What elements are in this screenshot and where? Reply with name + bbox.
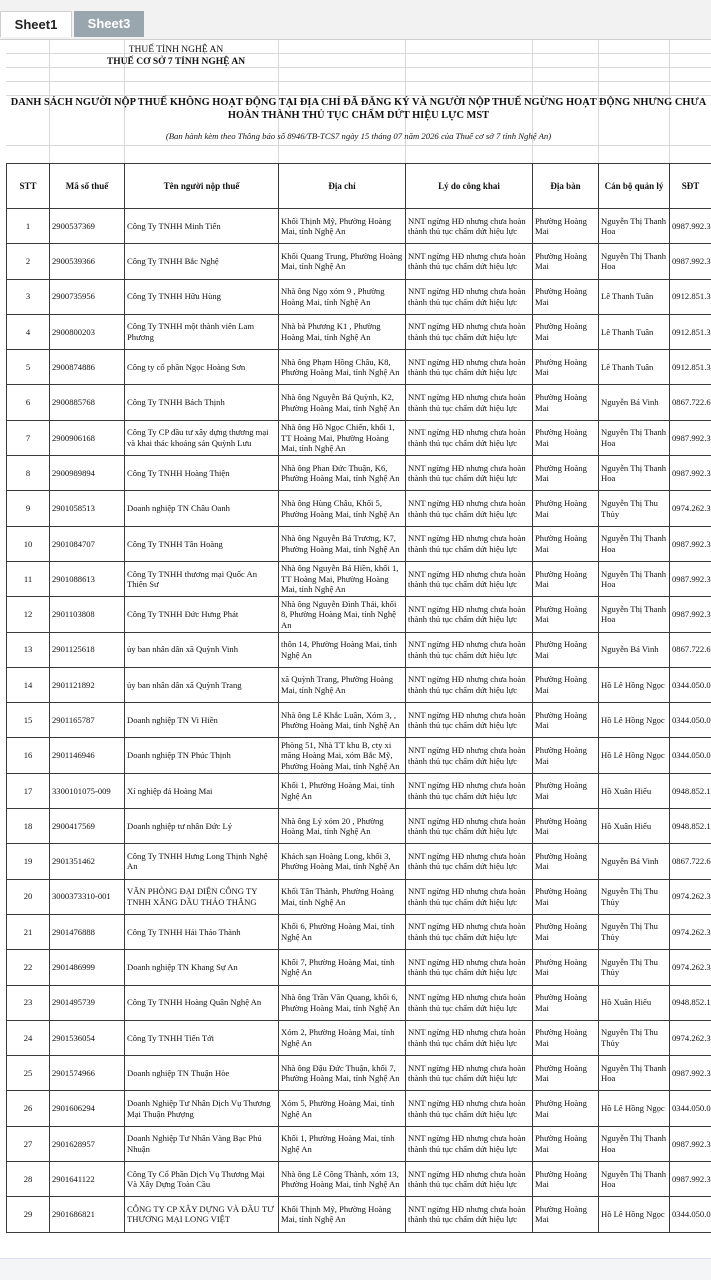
cell-address[interactable]: xã Quỳnh Trang, Phường Hoàng Mai, tỉnh Nghệ An xyxy=(279,667,406,702)
cell-taxpayer-name[interactable]: ủy ban nhân dân xã Quỳnh Trang xyxy=(125,667,279,702)
cell-officer[interactable]: Nguyễn Bá Vinh xyxy=(599,385,670,420)
table-row xyxy=(7,456,711,491)
cell-stt[interactable]: 18 xyxy=(7,809,50,844)
cell-officer[interactable]: Hồ Lê Hồng Ngọc xyxy=(599,667,670,702)
cell-address[interactable]: Khối 7, Phường Hoàng Mai, tỉnh Nghệ An xyxy=(279,950,406,985)
column-header-reason: Lý do công khai xyxy=(406,164,533,209)
cell-reason[interactable]: NNT ngừng HĐ nhưng chưa hoàn thành thủ tục chấm dứt hiệu lực xyxy=(406,1056,533,1091)
cell-taxpayer-name[interactable]: Công Ty TNHH Bắc Nghệ xyxy=(125,244,279,279)
cell-taxpayer-name[interactable]: Công Ty TNHH Tân Hoàng xyxy=(125,526,279,561)
cell-tax-code[interactable]: 2901606294 xyxy=(50,1091,125,1126)
cell-taxpayer-name[interactable]: Công Ty TNHH Hoàng Quân Nghệ An xyxy=(125,985,279,1020)
agency-name: THUẾ TỈNH NGHỆ AN xyxy=(128,45,224,55)
cell-area[interactable]: Phường Hoàng Mai xyxy=(533,314,599,349)
cell-reason[interactable]: NNT ngừng HĐ nhưng chưa hoàn thành thủ tục chấm dứt hiệu lực xyxy=(406,279,533,314)
cell-taxpayer-name[interactable]: Công ty cổ phần Ngọc Hoàng Sơn xyxy=(125,350,279,385)
cell-stt[interactable]: 14 xyxy=(7,667,50,702)
cell-stt[interactable]: 23 xyxy=(7,985,50,1020)
table-row xyxy=(7,738,711,773)
cell-area[interactable]: Phường Hoàng Mai xyxy=(533,597,599,632)
table-row xyxy=(7,879,711,914)
cell-tax-code[interactable]: 2900417569 xyxy=(50,809,125,844)
table-row xyxy=(7,632,711,667)
cell-phone[interactable]: 0974.262.3 xyxy=(670,491,711,526)
cell-tax-code[interactable]: 2900735956 xyxy=(50,279,125,314)
cell-phone[interactable]: 0974.262.3 xyxy=(670,1020,711,1055)
cell-phone[interactable]: 0987.992.3 xyxy=(670,1162,711,1197)
cell-reason[interactable]: NNT ngừng HĐ nhưng chưa hoàn thành thủ tục chấm dứt hiệu lực xyxy=(406,773,533,808)
cell-reason[interactable]: NNT ngừng HĐ nhưng chưa hoàn thành thủ tục chấm dứt hiệu lực xyxy=(406,1126,533,1161)
cell-officer[interactable]: Nguyễn Bá Vinh xyxy=(599,844,670,879)
cell-address[interactable]: Khối Thịnh Mỹ, Phường Hoàng Mai, tỉnh Nghệ An xyxy=(279,1197,406,1232)
table-row xyxy=(7,1126,711,1161)
cell-tax-code[interactable]: 2901125618 xyxy=(50,632,125,667)
cell-area[interactable]: Phường Hoàng Mai xyxy=(533,703,599,738)
cell-area[interactable]: Phường Hoàng Mai xyxy=(533,350,599,385)
cell-phone[interactable]: 0912.851.3 xyxy=(670,350,711,385)
cell-area[interactable]: Phường Hoàng Mai xyxy=(533,456,599,491)
cell-stt[interactable]: 29 xyxy=(7,1197,50,1232)
cell-officer[interactable]: Hồ Xuân Hiếu xyxy=(599,985,670,1020)
cell-reason[interactable]: NNT ngừng HĐ nhưng chưa hoàn thành thủ tục chấm dứt hiệu lực xyxy=(406,1162,533,1197)
cell-taxpayer-name[interactable]: Xí nghiệp đá Hoàng Mai xyxy=(125,773,279,808)
cell-stt[interactable]: 27 xyxy=(7,1126,50,1161)
cell-officer[interactable]: Nguyễn Thị Thanh Hoa xyxy=(599,1126,670,1161)
cell-officer[interactable]: Nguyễn Thị Thanh Hoa xyxy=(599,420,670,455)
cell-officer[interactable]: Hồ Lê Hồng Ngọc xyxy=(599,703,670,738)
column-header-taxpayer-name: Tên người nộp thuế xyxy=(125,164,279,209)
cell-area[interactable]: Phường Hoàng Mai xyxy=(533,632,599,667)
cell-taxpayer-name[interactable]: VĂN PHÒNG ĐẠI DIỆN CÔNG TY TNHH XĂNG DẦU THẢO THẮNG xyxy=(125,879,279,914)
table-row xyxy=(7,844,711,879)
cell-stt[interactable]: 26 xyxy=(7,1091,50,1126)
cell-address[interactable]: Nhà ông Phạm Hồng Châu, K8, Phường Hoàng Mai, tỉnh Nghệ An xyxy=(279,350,406,385)
cell-area[interactable]: Phường Hoàng Mai xyxy=(533,879,599,914)
cell-taxpayer-name[interactable]: Doanh nghiệp TN Phúc Thịnh xyxy=(125,738,279,773)
cell-reason[interactable]: NNT ngừng HĐ nhưng chưa hoàn thành thủ tục chấm dứt hiệu lực xyxy=(406,667,533,702)
cell-reason[interactable]: NNT ngừng HĐ nhưng chưa hoàn thành thủ tục chấm dứt hiệu lực xyxy=(406,314,533,349)
cell-officer[interactable]: Nguyễn Thị Thanh Hoa xyxy=(599,597,670,632)
cell-phone[interactable]: 0344.050.0 xyxy=(670,1091,711,1126)
table-row xyxy=(7,1197,711,1232)
cell-phone[interactable]: 0867.722.6 xyxy=(670,632,711,667)
table-row xyxy=(7,773,711,808)
cell-reason[interactable]: NNT ngừng HĐ nhưng chưa hoàn thành thủ tục chấm dứt hiệu lực xyxy=(406,809,533,844)
cell-reason[interactable]: NNT ngừng HĐ nhưng chưa hoàn thành thủ tục chấm dứt hiệu lực xyxy=(406,1197,533,1232)
cell-reason[interactable]: NNT ngừng HĐ nhưng chưa hoàn thành thủ tục chấm dứt hiệu lực xyxy=(406,456,533,491)
cell-tax-code[interactable]: 2901165787 xyxy=(50,703,125,738)
cell-officer[interactable]: Nguyễn Thị Thanh Hoa xyxy=(599,1056,670,1091)
cell-phone[interactable]: 0912.851.3 xyxy=(670,314,711,349)
cell-phone[interactable]: 0344.050.0 xyxy=(670,667,711,702)
cell-phone[interactable]: 0987.992.3 xyxy=(670,420,711,455)
cell-reason[interactable]: NNT ngừng HĐ nhưng chưa hoàn thành thủ tục chấm dứt hiệu lực xyxy=(406,209,533,244)
cell-area[interactable]: Phường Hoàng Mai xyxy=(533,950,599,985)
cell-stt[interactable]: 8 xyxy=(7,456,50,491)
cell-taxpayer-name[interactable]: Công Ty TNHH một thành viên Lam Phương xyxy=(125,314,279,349)
cell-phone[interactable]: 0344.050.0 xyxy=(670,703,711,738)
cell-taxpayer-name[interactable]: Công Ty TNHH Hải Thảo Thành xyxy=(125,914,279,949)
cell-taxpayer-name[interactable]: Công Ty Cổ Phần Dịch Vụ Thương Mại Và Xây Dựng Toàn Cầu xyxy=(125,1162,279,1197)
table-row xyxy=(7,950,711,985)
cell-stt[interactable]: 16 xyxy=(7,738,50,773)
cell-officer[interactable]: Nguyễn Thị Thu Thủy xyxy=(599,879,670,914)
cell-stt[interactable]: 12 xyxy=(7,597,50,632)
table-row xyxy=(7,667,711,702)
table-body xyxy=(7,209,711,1233)
cell-officer[interactable]: Hồ Lê Hồng Ngọc xyxy=(599,1197,670,1232)
table-row xyxy=(7,1162,711,1197)
cell-address[interactable]: Nhà ông Nguyễn Đình Thái, khối 8, Phường Hoàng Mai, tỉnh Nghệ An xyxy=(279,597,406,632)
cell-stt[interactable]: 11 xyxy=(7,561,50,596)
cell-address[interactable]: Nhà ông Lê Khắc Luân, Xóm 3, , Phường Hoàng Mai, tỉnh Nghệ An xyxy=(279,703,406,738)
cell-officer[interactable]: Hồ Lê Hồng Ngọc xyxy=(599,738,670,773)
cell-tax-code[interactable]: 2900989894 xyxy=(50,456,125,491)
table-row xyxy=(7,561,711,596)
table-row xyxy=(7,703,711,738)
table-row xyxy=(7,314,711,349)
cell-area[interactable]: Phường Hoàng Mai xyxy=(533,1126,599,1161)
cell-stt[interactable]: 10 xyxy=(7,526,50,561)
cell-address[interactable]: Nhà ông Hùng Châu, Khối 5, Phường Hoàng Mai, tỉnh Nghệ An xyxy=(279,491,406,526)
column-header-officer: Cán bộ quản lý xyxy=(599,164,670,209)
cell-taxpayer-name[interactable]: Công Ty TNHH Minh Tiến xyxy=(125,209,279,244)
cell-area[interactable]: Phường Hoàng Mai xyxy=(533,420,599,455)
cell-phone[interactable]: 0344.050.0 xyxy=(670,738,711,773)
cell-reason[interactable]: NNT ngừng HĐ nhưng chưa hoàn thành thủ tục chấm dứt hiệu lực xyxy=(406,950,533,985)
cell-stt[interactable]: 1 xyxy=(7,209,50,244)
cell-tax-code[interactable]: 2901686821 xyxy=(50,1197,125,1232)
cell-tax-code[interactable]: 2900800203 xyxy=(50,314,125,349)
office-name: THUẾ CƠ SỞ 7 TỈNH NGHỆ AN xyxy=(106,57,246,67)
column-header-tax-code: Mã số thuế xyxy=(50,164,125,209)
cell-reason[interactable]: NNT ngừng HĐ nhưng chưa hoàn thành thủ tục chấm dứt hiệu lực xyxy=(406,526,533,561)
cell-stt[interactable]: 22 xyxy=(7,950,50,985)
cell-address[interactable]: Khối Thịnh Mỹ, Phường Hoàng Mai, tỉnh Nghệ An xyxy=(279,209,406,244)
cell-address[interactable]: Khối 1, Phường Hoàng Mai, tỉnh Nghệ An xyxy=(279,1126,406,1161)
cell-address[interactable]: Khối 1, Phường Hoàng Mai, tỉnh Nghệ An xyxy=(279,773,406,808)
cell-taxpayer-name[interactable]: Công Ty TNHH Đức Hưng Phát xyxy=(125,597,279,632)
cell-tax-code[interactable]: 2901628957 xyxy=(50,1126,125,1161)
column-header-phone: SĐT xyxy=(670,164,711,209)
cell-tax-code[interactable]: 2901476888 xyxy=(50,914,125,949)
cell-officer[interactable]: Nguyễn Thị Thanh Hoa xyxy=(599,456,670,491)
cell-reason[interactable]: NNT ngừng HĐ nhưng chưa hoàn thành thủ tục chấm dứt hiệu lực xyxy=(406,844,533,879)
cell-area[interactable]: Phường Hoàng Mai xyxy=(533,1056,599,1091)
table-row xyxy=(7,420,711,455)
bottom-bar xyxy=(0,1258,711,1280)
cell-tax-code[interactable]: 2900906168 xyxy=(50,420,125,455)
cell-area[interactable]: Phường Hoàng Mai xyxy=(533,526,599,561)
cell-stt[interactable]: 15 xyxy=(7,703,50,738)
cell-taxpayer-name[interactable]: Doanh nghiệp TN Khang Sự An xyxy=(125,950,279,985)
cell-reason[interactable]: NNT ngừng HĐ nhưng chưa hoàn thành thủ tục chấm dứt hiệu lực xyxy=(406,385,533,420)
cell-stt[interactable]: 9 xyxy=(7,491,50,526)
cell-address[interactable]: Xóm 2, Phường Hoàng Mai, tỉnh Nghệ An xyxy=(279,1020,406,1055)
cell-phone[interactable]: 0344.050.0 xyxy=(670,1197,711,1232)
cell-officer[interactable]: Nguyễn Thị Thanh Hoa xyxy=(599,1162,670,1197)
cell-tax-code[interactable]: 2901351462 xyxy=(50,844,125,879)
cell-phone[interactable]: 0987.992.3 xyxy=(670,456,711,491)
table-row xyxy=(7,244,711,279)
cell-stt[interactable]: 7 xyxy=(7,420,50,455)
cell-reason[interactable]: NNT ngừng HĐ nhưng chưa hoàn thành thủ tục chấm dứt hiệu lực xyxy=(406,985,533,1020)
cell-phone[interactable]: 0867.722.6 xyxy=(670,844,711,879)
cell-tax-code[interactable]: 2900539366 xyxy=(50,244,125,279)
cell-phone[interactable]: 0948.852.1 xyxy=(670,809,711,844)
cell-reason[interactable]: NNT ngừng HĐ nhưng chưa hoàn thành thủ tục chấm dứt hiệu lực xyxy=(406,914,533,949)
cell-area[interactable]: Phường Hoàng Mai xyxy=(533,738,599,773)
cell-address[interactable]: Nhà ông Nguyễn Bá Hiền, khối 1, TT Hoàng Mai, Phường Hoàng Mai, tỉnh Nghệ An xyxy=(279,561,406,596)
cell-officer[interactable]: Nguyễn Bá Vinh xyxy=(599,632,670,667)
sheet-tab-bar xyxy=(0,0,711,40)
cell-area[interactable]: Phường Hoàng Mai xyxy=(533,1162,599,1197)
document-title: DANH SÁCH NGƯỜI NỘP THUẾ KHÔNG HOẠT ĐỘNG TẠI ĐỊA CHỈ ĐÃ ĐĂNG KÝ VÀ NGƯỜI NỘP THUẾ NGỪNG HOẠT ĐỘNG NHƯNG CHƯA HOÀN THÀNH THỦ TỤC CHẤM DỨT HIỆU LỰC MST xyxy=(10,97,707,121)
cell-stt[interactable]: 25 xyxy=(7,1056,50,1091)
cell-reason[interactable]: NNT ngừng HĐ nhưng chưa hoàn thành thủ tục chấm dứt hiệu lực xyxy=(406,1020,533,1055)
cell-officer[interactable]: Nguyễn Thị Thanh Hoa xyxy=(599,244,670,279)
cell-taxpayer-name[interactable]: Công Ty TNHH thương mại Quốc An Thiên Sư xyxy=(125,561,279,596)
cell-tax-code[interactable]: 2901641122 xyxy=(50,1162,125,1197)
cell-tax-code[interactable]: 2901121892 xyxy=(50,667,125,702)
cell-address[interactable]: Khối 6, Phường Hoàng Mai, tỉnh Nghệ An xyxy=(279,914,406,949)
cell-stt[interactable]: 3 xyxy=(7,279,50,314)
cell-reason[interactable]: NNT ngừng HĐ nhưng chưa hoàn thành thủ tục chấm dứt hiệu lực xyxy=(406,738,533,773)
cell-stt[interactable]: 13 xyxy=(7,632,50,667)
cell-tax-code[interactable]: 2900537369 xyxy=(50,209,125,244)
cell-taxpayer-name[interactable]: Doanh nghiệp TN Châu Oanh xyxy=(125,491,279,526)
cell-taxpayer-name[interactable]: Công Ty TNHH Hưng Long Thịnh Nghệ An xyxy=(125,844,279,879)
cell-taxpayer-name[interactable]: Doanh nghiệp tư nhân Đức Lý xyxy=(125,809,279,844)
cell-taxpayer-name[interactable]: CÔNG TY CP XÂY DỰNG VÀ ĐẦU TƯ THƯƠNG MẠI LONG VIỆT xyxy=(125,1197,279,1232)
cell-address[interactable]: thôn 14, Phường Hoàng Mai, tỉnh Nghệ An xyxy=(279,632,406,667)
cell-reason[interactable]: NNT ngừng HĐ nhưng chưa hoàn thành thủ tục chấm dứt hiệu lực xyxy=(406,350,533,385)
cell-reason[interactable]: NNT ngừng HĐ nhưng chưa hoàn thành thủ tục chấm dứt hiệu lực xyxy=(406,1091,533,1126)
gridline xyxy=(6,145,711,146)
cell-address[interactable]: Nhà ông Nguyễn Bá Quỳnh, K2, Phường Hoàng Mai, tỉnh Nghệ An xyxy=(279,385,406,420)
cell-officer[interactable]: Nguyễn Thị Thanh Hoa xyxy=(599,526,670,561)
table-row xyxy=(7,809,711,844)
cell-address[interactable]: Khối Tân Thành, Phường Hoàng Mai, tỉnh Nghệ An xyxy=(279,879,406,914)
cell-address[interactable]: Nhà ông Đậu Đức Thuận, khối 7, Phường Hoàng Mai, tỉnh Nghệ An xyxy=(279,1056,406,1091)
cell-reason[interactable]: NNT ngừng HĐ nhưng chưa hoàn thành thủ tục chấm dứt hiệu lực xyxy=(406,632,533,667)
cell-reason[interactable]: NNT ngừng HĐ nhưng chưa hoàn thành thủ tục chấm dứt hiệu lực xyxy=(406,597,533,632)
cell-stt[interactable]: 19 xyxy=(7,844,50,879)
table-row xyxy=(7,1020,711,1055)
cell-taxpayer-name[interactable]: Công Ty TNHH Bách Thịnh xyxy=(125,385,279,420)
table-row xyxy=(7,279,711,314)
cell-reason[interactable]: NNT ngừng HĐ nhưng chưa hoàn thành thủ tục chấm dứt hiệu lực xyxy=(406,491,533,526)
document-subtitle: (Ban hành kèm theo Thông báo số 8946/TB-TCS7 ngày 15 tháng 07 năm 2026 của Thuế cơ sở 7 tỉnh Nghệ An) xyxy=(165,131,552,141)
cell-phone[interactable]: 0987.992.3 xyxy=(670,209,711,244)
cell-stt[interactable]: 24 xyxy=(7,1020,50,1055)
cell-reason[interactable]: NNT ngừng HĐ nhưng chưa hoàn thành thủ tục chấm dứt hiệu lực xyxy=(406,561,533,596)
cell-tax-code[interactable]: 3300101075-009 xyxy=(50,773,125,808)
cell-phone[interactable]: 0974.262.3 xyxy=(670,879,711,914)
cell-phone[interactable]: 0974.262.3 xyxy=(670,950,711,985)
table-row xyxy=(7,1091,711,1126)
cell-stt[interactable]: 5 xyxy=(7,350,50,385)
cell-stt[interactable]: 20 xyxy=(7,879,50,914)
column-header-stt: STT xyxy=(7,164,50,209)
cell-officer[interactable]: Hồ Lê Hồng Ngọc xyxy=(599,1091,670,1126)
cell-tax-code[interactable]: 2901146946 xyxy=(50,738,125,773)
cell-reason[interactable]: NNT ngừng HĐ nhưng chưa hoàn thành thủ tục chấm dứt hiệu lực xyxy=(406,420,533,455)
cell-stt[interactable]: 6 xyxy=(7,385,50,420)
cell-tax-code[interactable]: 2901103808 xyxy=(50,597,125,632)
cell-address[interactable]: Nhà bà Phương K1 , Phường Hoàng Mai, tỉnh Nghệ An xyxy=(279,314,406,349)
cell-tax-code[interactable]: 2901574966 xyxy=(50,1056,125,1091)
cell-officer[interactable]: Nguyễn Thị Thanh Hoa xyxy=(599,561,670,596)
cell-stt[interactable]: 2 xyxy=(7,244,50,279)
table-row xyxy=(7,597,711,632)
cell-area[interactable]: Phường Hoàng Mai xyxy=(533,385,599,420)
cell-tax-code[interactable]: 3000373310-001 xyxy=(50,879,125,914)
cell-area[interactable]: Phường Hoàng Mai xyxy=(533,209,599,244)
cell-officer[interactable]: Hồ Xuân Hiếu xyxy=(599,773,670,808)
column-header-address: Địa chỉ xyxy=(279,164,406,209)
cell-taxpayer-name[interactable]: Doanh Nghiệp Tư Nhân Vàng Bạc Phú Nhuận xyxy=(125,1126,279,1161)
column-header-area: Địa bàn xyxy=(533,164,599,209)
cell-tax-code[interactable]: 2901084707 xyxy=(50,526,125,561)
cell-phone[interactable]: 0948.852.1 xyxy=(670,773,711,808)
cell-area[interactable]: Phường Hoàng Mai xyxy=(533,279,599,314)
cell-phone[interactable]: 0987.992.3 xyxy=(670,244,711,279)
cell-area[interactable]: Phường Hoàng Mai xyxy=(533,773,599,808)
cell-phone[interactable]: 0987.992.3 xyxy=(670,597,711,632)
cell-taxpayer-name[interactable]: Công Ty TNHH Tiến Tới xyxy=(125,1020,279,1055)
cell-address[interactable]: Khối Quang Trung, Phường Hoàng Mai, tỉnh Nghệ An xyxy=(279,244,406,279)
cell-address[interactable]: Nhà ông Lê Công Thành, xóm 13, Phường Hoàng Mai, tỉnh Nghệ An xyxy=(279,1162,406,1197)
cell-taxpayer-name[interactable]: Doanh Nghiệp Tư Nhân Dịch Vụ Thương Mại Thuận Phượng xyxy=(125,1091,279,1126)
cell-officer[interactable]: Lê Thanh Tuân xyxy=(599,314,670,349)
cell-stt[interactable]: 17 xyxy=(7,773,50,808)
cell-area[interactable]: Phường Hoàng Mai xyxy=(533,809,599,844)
cell-area[interactable]: Phường Hoàng Mai xyxy=(533,1197,599,1232)
taxpayer-table xyxy=(6,163,711,1233)
cell-officer[interactable]: Nguyễn Thị Thu Thủy xyxy=(599,1020,670,1055)
cell-tax-code[interactable]: 2900874886 xyxy=(50,350,125,385)
spreadsheet-grid[interactable] xyxy=(6,40,711,1258)
cell-tax-code[interactable]: 2901486999 xyxy=(50,950,125,985)
cell-taxpayer-name[interactable]: Công Ty TNHH Hoàng Thiện xyxy=(125,456,279,491)
cell-address[interactable]: Nhà ông Lý xóm 20 , Phường Hoàng Mai, tỉnh Nghệ An xyxy=(279,809,406,844)
cell-area[interactable]: Phường Hoàng Mai xyxy=(533,1091,599,1126)
cell-tax-code[interactable]: 2901088613 xyxy=(50,561,125,596)
cell-officer[interactable]: Lê Thanh Tuân xyxy=(599,350,670,385)
cell-officer[interactable]: Nguyễn Thị Thu Thủy xyxy=(599,950,670,985)
cell-taxpayer-name[interactable]: Công Ty TNHH Hữu Hùng xyxy=(125,279,279,314)
cell-address[interactable]: Nhà ông Ngọ xóm 9 , Phường Hoàng Mai, tỉnh Nghệ An xyxy=(279,279,406,314)
cell-phone[interactable]: 0912.851.3 xyxy=(670,279,711,314)
cell-address[interactable]: Khách sạn Hoàng Long, khối 3, Phường Hoàng Mai, tỉnh Nghệ An xyxy=(279,844,406,879)
cell-officer[interactable]: Nguyễn Thị Thanh Hoa xyxy=(599,209,670,244)
table-row xyxy=(7,350,711,385)
cell-address[interactable]: Phòng 51, Nhà TT khu B, cty xi măng Hoàng Mai, xóm Bắc Mỹ, Phường Hoàng Mai, tỉnh Nghệ An xyxy=(279,738,406,773)
cell-tax-code[interactable]: 2901058513 xyxy=(50,491,125,526)
cell-tax-code[interactable]: 2901536054 xyxy=(50,1020,125,1055)
cell-phone[interactable]: 0867.722.6 xyxy=(670,385,711,420)
cell-area[interactable]: Phường Hoàng Mai xyxy=(533,244,599,279)
cell-area[interactable]: Phường Hoàng Mai xyxy=(533,491,599,526)
table-row xyxy=(7,491,711,526)
table-header-row xyxy=(7,164,711,209)
gridline xyxy=(6,81,711,82)
cell-area[interactable]: Phường Hoàng Mai xyxy=(533,667,599,702)
tab-sheet1[interactable]: Sheet1 xyxy=(0,11,72,37)
cell-taxpayer-name[interactable]: Công Ty CP đầu tư xây dựng thương mại và khai thác khoáng sản Quỳnh Lưu xyxy=(125,420,279,455)
cell-address[interactable]: Nhà ông Trần Văn Quang, khối 6, Phường Hoàng Mai, tỉnh Nghệ An xyxy=(279,985,406,1020)
cell-reason[interactable]: NNT ngừng HĐ nhưng chưa hoàn thành thủ tục chấm dứt hiệu lực xyxy=(406,244,533,279)
cell-phone[interactable]: 0987.992.3 xyxy=(670,1126,711,1161)
cell-officer[interactable]: Hồ Xuân Hiếu xyxy=(599,809,670,844)
cell-phone[interactable]: 0987.992.3 xyxy=(670,1056,711,1091)
cell-tax-code[interactable]: 2900885768 xyxy=(50,385,125,420)
cell-phone[interactable]: 0974.262.3 xyxy=(670,914,711,949)
cell-phone[interactable]: 0987.992.3 xyxy=(670,561,711,596)
tab-sheet3[interactable]: Sheet3 xyxy=(74,11,144,37)
cell-area[interactable]: Phường Hoàng Mai xyxy=(533,1020,599,1055)
cell-taxpayer-name[interactable]: Doanh nghiệp TN Thuận Hòe xyxy=(125,1056,279,1091)
cell-officer[interactable]: Nguyễn Thị Thu Thủy xyxy=(599,914,670,949)
cell-stt[interactable]: 4 xyxy=(7,314,50,349)
cell-stt[interactable]: 21 xyxy=(7,914,50,949)
cell-area[interactable]: Phường Hoàng Mai xyxy=(533,561,599,596)
cell-area[interactable]: Phường Hoàng Mai xyxy=(533,914,599,949)
cell-address[interactable]: Xóm 5, Phường Hoàng Mai, tỉnh Nghệ An xyxy=(279,1091,406,1126)
cell-taxpayer-name[interactable]: Doanh nghiệp TN Vi Hiền xyxy=(125,703,279,738)
cell-taxpayer-name[interactable]: ủy ban nhân dân xã Quỳnh Vinh xyxy=(125,632,279,667)
cell-area[interactable]: Phường Hoàng Mai xyxy=(533,844,599,879)
table-row xyxy=(7,526,711,561)
gridline xyxy=(6,67,711,68)
cell-tax-code[interactable]: 2901495739 xyxy=(50,985,125,1020)
cell-address[interactable]: Nhà ông Nguyễn Bá Trương, K7, Phường Hoàng Mai, tỉnh Nghệ An xyxy=(279,526,406,561)
cell-area[interactable]: Phường Hoàng Mai xyxy=(533,985,599,1020)
table-row xyxy=(7,209,711,244)
cell-stt[interactable]: 28 xyxy=(7,1162,50,1197)
cell-officer[interactable]: Nguyễn Thị Thu Thủy xyxy=(599,491,670,526)
table-row xyxy=(7,1056,711,1091)
cell-officer[interactable]: Lê Thanh Tuân xyxy=(599,279,670,314)
table-row xyxy=(7,385,711,420)
table-row xyxy=(7,914,711,949)
cell-reason[interactable]: NNT ngừng HĐ nhưng chưa hoàn thành thủ tục chấm dứt hiệu lực xyxy=(406,703,533,738)
cell-phone[interactable]: 0987.992.3 xyxy=(670,526,711,561)
cell-reason[interactable]: NNT ngừng HĐ nhưng chưa hoàn thành thủ tục chấm dứt hiệu lực xyxy=(406,879,533,914)
cell-phone[interactable]: 0948.852.1 xyxy=(670,985,711,1020)
table-row xyxy=(7,985,711,1020)
cell-address[interactable]: Nhà ông Hồ Ngọc Chiến, khối 1, TT Hoàng Mai, Phường Hoàng Mai, tỉnh Nghệ An xyxy=(279,420,406,455)
cell-address[interactable]: Nhà ông Phan Đức Thuận, K6, Phường Hoàng Mai, tỉnh Nghệ An xyxy=(279,456,406,491)
